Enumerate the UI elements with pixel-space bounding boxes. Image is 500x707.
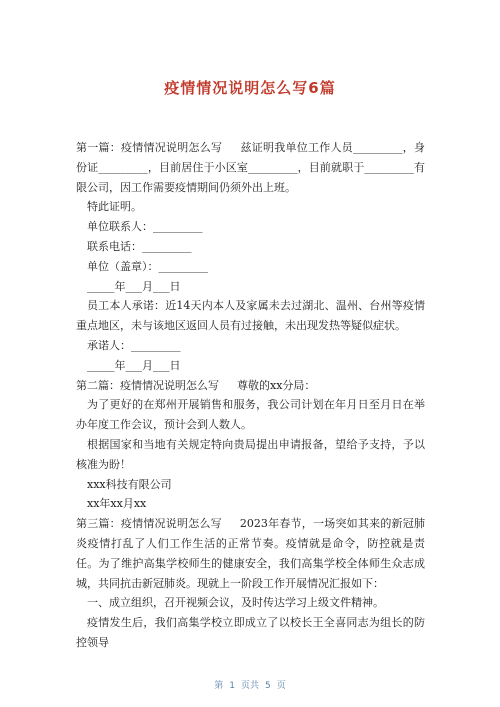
section-1-promise: 员工本人承诺：近14天内本人及家属未去过湖北、温州、台州等疫情重点地区，未与该地区返回人员有过接触，未出现发热等疑似症状。 — [76, 299, 425, 333]
section-3-paragraph-3: 疫情发生后，我们高集学校立即成立了以校长王全喜同志为组长的防控领导 — [76, 616, 425, 649]
document-body — [76, 138, 425, 653]
section-3-intro — [76, 514, 425, 593]
footer-suffix: 页 — [276, 681, 286, 691]
section-1-cert: 特此证明。 — [87, 200, 142, 214]
section-2-heading-line — [76, 376, 425, 396]
section-2-company: xxx科技有限公司 — [87, 477, 172, 491]
section-2-paragraph-2: 根据国家和当地有关规定特向贵局提出申请报备，望给予支持，予以核准为盼！ — [76, 437, 425, 471]
section-1-contact: 单位联系人：_________ — [87, 220, 203, 234]
section-3-paragraph-2: 一、成立组织，召开视频会议，及时传达学习上级文件精神。 — [87, 596, 384, 610]
footer-middle: 页共 — [240, 681, 259, 691]
footer-total-pages: 5 — [265, 681, 271, 691]
footer-page-number: 1 — [229, 681, 235, 691]
section-2-paragraph-1: 为了更好的在郑州开展销售和服务，我公司计划在年月日至月日在举办年度工作会议，预计会到人数人。 — [76, 398, 425, 432]
section-3-heading: 第三篇：疫情情况说明怎么写 — [76, 517, 222, 531]
document-title: 疫情情况说明怎么写6篇 — [164, 79, 336, 97]
section-2-date: xx年xx月xx — [87, 497, 147, 511]
section-1-promiser: 承诺人：_________ — [87, 338, 181, 352]
section-1-date: _____年___月___日 — [87, 279, 181, 293]
page-footer — [0, 678, 500, 691]
section-3-paragraph-1: 2023年春节，一场突如其来的新冠肺炎疫情打乱了人们工作生活的正常节奏。疫情就是命令，防控就是责任。为了维护高集学校师生的健康安全，我们高集学校全体师生众志成城，共同抗击新冠肺炎。现就上一阶段工作开展情况汇报如下： — [76, 517, 425, 590]
section-1-intro-text: 兹证明我单位工作人员_________，身份证_________，目前居住于小区室_________，目前就职于_________有限公司，因工作需要疫情期间仍须外出上班。 — [76, 141, 425, 194]
section-1-heading: 第一篇：疫情情况说明怎么写 — [76, 141, 223, 154]
section-1-date-2: _____年___月___日 — [87, 358, 181, 372]
section-1-seal: 单位（盖章）：_________ — [87, 259, 208, 273]
section-1-intro — [76, 138, 425, 197]
section-1-phone: 联系电话：_________ — [87, 239, 192, 253]
section-2-heading: 第二篇：疫情情况说明怎么写 — [76, 378, 219, 392]
section-2-greeting: 尊敬的xx分局： — [237, 378, 316, 392]
footer-prefix: 第 — [214, 681, 224, 691]
